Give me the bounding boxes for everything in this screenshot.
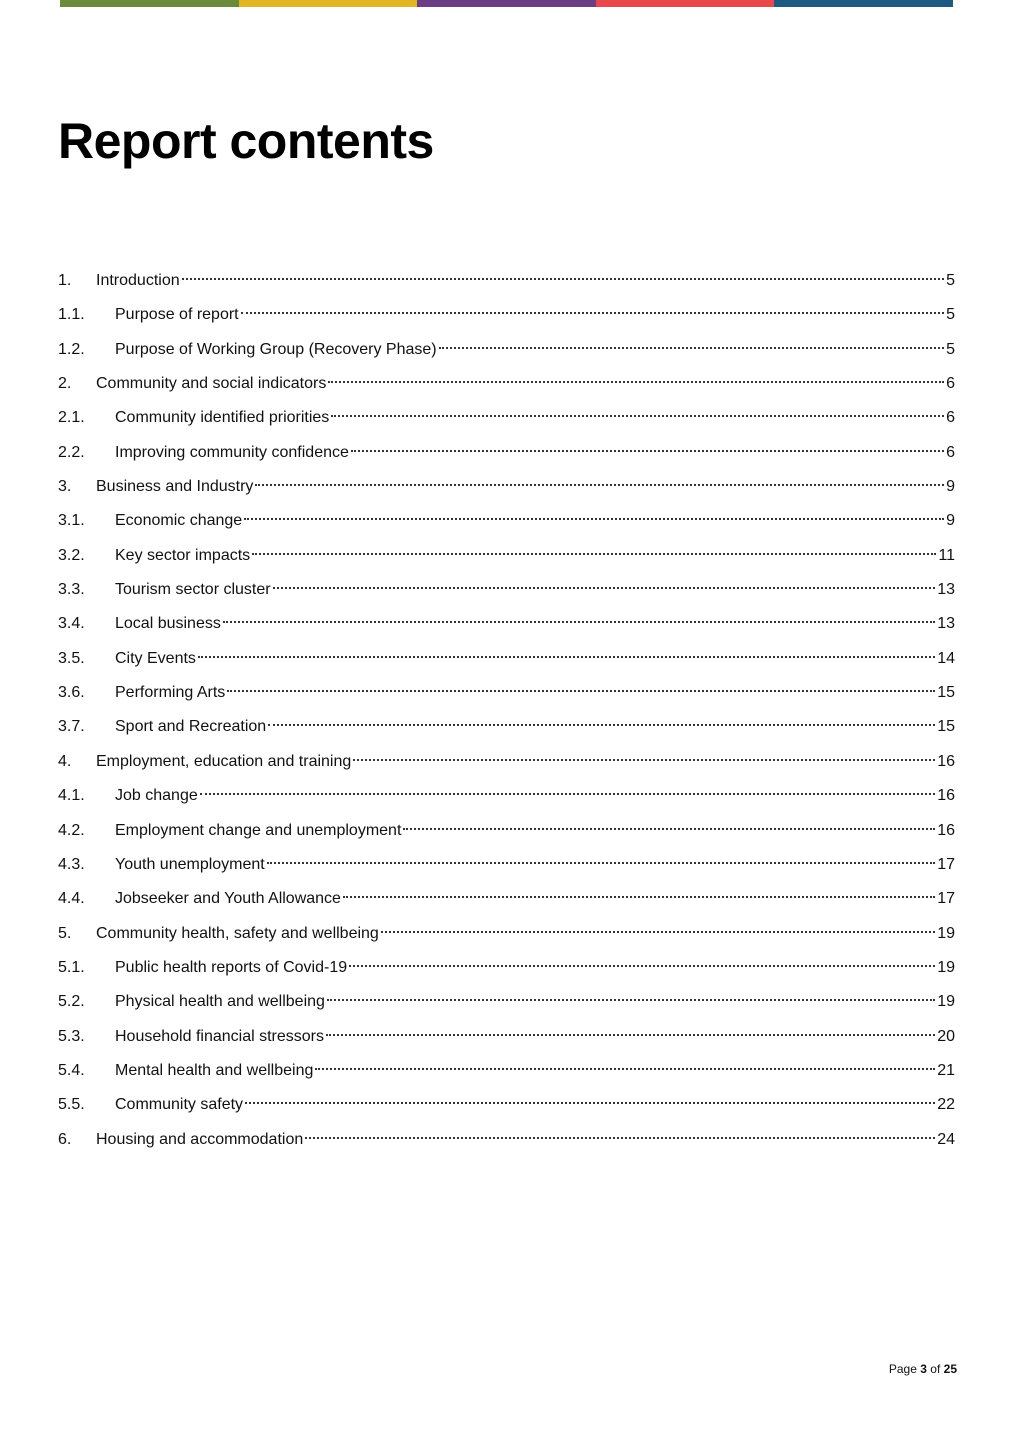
toc-dot-leader: [439, 330, 944, 354]
toc-entry-label: Economic change: [115, 512, 243, 530]
toc-dot-leader: [241, 295, 944, 319]
toc-entry-number: 4.2.: [58, 821, 85, 839]
toc-entry-page: 19: [937, 958, 955, 976]
toc-dot-leader: [267, 845, 935, 869]
toc-entry-number: 2.: [58, 375, 72, 393]
toc-entry-number: 6.: [58, 1130, 72, 1148]
toc-entry-label: Mental health and wellbeing: [115, 1061, 314, 1079]
toc-entry[interactable]: [58, 639, 955, 673]
toc-entry-page: 19: [937, 993, 955, 1011]
toc-dot-leader: [327, 982, 935, 1006]
toc-dot-leader: [331, 398, 944, 422]
toc-entry-number: 3.1.: [58, 512, 85, 530]
toc-dot-leader: [273, 570, 936, 594]
toc-entry-label: Community safety: [115, 1096, 244, 1114]
toc-entry-page: 5: [946, 306, 955, 324]
page-of: of: [930, 1362, 941, 1376]
toc-entry-label: Job change: [115, 787, 198, 805]
toc-entry-page: 21: [937, 1061, 955, 1079]
toc-entry[interactable]: [58, 879, 955, 913]
toc-entry-label: Youth unemployment: [115, 855, 265, 873]
toc-dot-leader: [381, 914, 935, 938]
toc-entry-page: 6: [946, 409, 955, 427]
color-bar-segment: [239, 0, 418, 7]
toc-dot-leader: [245, 1085, 935, 1109]
toc-entry-number: 3.5.: [58, 649, 85, 667]
toc-dot-leader: [198, 639, 935, 663]
toc-entry[interactable]: [58, 570, 955, 604]
page-prefix: Page: [888, 1362, 917, 1376]
toc-entry-number: 1.2.: [58, 340, 85, 358]
toc-entry-label: Key sector impacts: [115, 546, 251, 564]
toc-entry-page: 20: [937, 1027, 955, 1045]
toc-entry-label: Housing and accommodation: [96, 1130, 304, 1148]
toc-entry-number: 1.: [58, 272, 72, 289]
toc-entry-page: 5: [946, 340, 955, 358]
toc-dot-leader: [182, 261, 944, 285]
toc-dot-leader: [305, 1120, 935, 1144]
page-number: [889, 1362, 957, 1376]
toc-entry-page: 19: [937, 924, 955, 942]
toc-entry-number: 4.4.: [58, 890, 85, 908]
toc-entry-page: 22: [937, 1096, 955, 1114]
toc-entry[interactable]: [58, 1051, 955, 1085]
toc-entry[interactable]: [58, 398, 955, 432]
page-total: 25: [943, 1362, 957, 1376]
toc-entry-number: 1.1.: [58, 306, 85, 324]
toc-entry-label: Tourism sector cluster: [115, 581, 271, 599]
toc-entry-label: Local business: [115, 615, 221, 633]
toc-entry-number: 5.4.: [58, 1061, 85, 1079]
toc-entry-number: 5.3.: [58, 1027, 85, 1045]
toc-entry-number: 2.1.: [58, 409, 85, 427]
toc-entry[interactable]: [58, 364, 955, 398]
toc-entry-label: Public health reports of Covid-19: [115, 958, 348, 976]
toc-entry[interactable]: [58, 536, 955, 570]
toc-entry-label: Employment, education and training: [96, 752, 352, 770]
toc-entry-number: 4.: [58, 752, 72, 770]
toc-dot-leader: [244, 501, 944, 525]
toc-dot-leader: [223, 604, 935, 628]
toc-entry-number: 3.: [58, 478, 72, 496]
toc-entry-number: 5.: [58, 924, 72, 942]
toc-entry-number: 3.4.: [58, 615, 85, 633]
toc-entry-number: 3.6.: [58, 684, 85, 702]
toc-entry[interactable]: [58, 948, 955, 982]
table-of-contents: [58, 261, 955, 1154]
toc-entry[interactable]: [58, 914, 955, 948]
toc-entry-page: 17: [937, 855, 955, 873]
toc-entry-page: 6: [946, 443, 955, 461]
toc-entry-number: 3.2.: [58, 546, 85, 564]
toc-entry[interactable]: [58, 707, 955, 741]
toc-dot-leader: [326, 1017, 935, 1041]
toc-entry-page: 9: [946, 512, 955, 530]
page-title: Report contents: [58, 113, 434, 169]
toc-entry-number: 4.1.: [58, 787, 85, 805]
toc-dot-leader: [252, 536, 936, 560]
toc-dot-leader: [403, 811, 935, 835]
toc-dot-leader: [351, 433, 944, 457]
toc-entry-page: 11: [938, 546, 955, 564]
toc-entry-number: 5.1.: [58, 958, 85, 976]
toc-entry[interactable]: [58, 501, 955, 535]
toc-entry[interactable]: [58, 261, 955, 295]
toc-entry-number: 3.7.: [58, 718, 85, 736]
toc-entry-label: Employment change and unemployment: [115, 821, 402, 839]
toc-entry-number: 5.2.: [58, 993, 85, 1011]
toc-entry[interactable]: [58, 776, 955, 810]
toc-entry[interactable]: [58, 604, 955, 638]
toc-entry-page: 16: [937, 821, 955, 839]
toc-entry-label: Community identified priorities: [115, 409, 330, 427]
toc-entry[interactable]: [58, 982, 955, 1016]
color-bar-segment: [596, 0, 775, 7]
toc-entry-page: 15: [937, 684, 955, 702]
toc-entry-page: 6: [946, 375, 955, 393]
toc-entry-page: 13: [937, 615, 955, 633]
toc-entry[interactable]: [58, 742, 955, 776]
toc-entry-label: Purpose of Working Group (Recovery Phase): [115, 340, 437, 358]
toc-entry[interactable]: [58, 295, 955, 329]
toc-entry-label: Jobseeker and Youth Allowance: [115, 890, 341, 908]
color-bar-segment: [774, 0, 953, 7]
toc-dot-leader: [328, 364, 944, 388]
toc-entry[interactable]: [58, 811, 955, 845]
toc-dot-leader: [255, 467, 944, 491]
toc-dot-leader: [227, 673, 935, 697]
toc-entry[interactable]: [58, 433, 955, 467]
toc-entry-label: Physical health and wellbeing: [115, 993, 325, 1011]
toc-entry-number: 4.3.: [58, 855, 85, 873]
toc-entry-label: Purpose of report: [115, 306, 239, 324]
page-current: 3: [920, 1362, 927, 1376]
toc-entry-page: 16: [937, 752, 955, 770]
color-bar-segment: [60, 0, 239, 7]
toc-entry-page: 17: [937, 890, 955, 908]
toc-entry-label: Community and social indicators: [96, 375, 327, 393]
toc-dot-leader: [353, 742, 935, 766]
toc-entry-label: Sport and Recreation: [115, 718, 267, 736]
toc-entry-number: 5.5.: [58, 1096, 85, 1114]
toc-entry-page: 16: [937, 787, 955, 805]
toc-dot-leader: [200, 776, 935, 800]
toc-dot-leader: [343, 879, 935, 903]
toc-entry-label: Community health, safety and wellbeing: [96, 924, 379, 942]
toc-entry[interactable]: [58, 467, 955, 501]
toc-dot-leader: [315, 1051, 935, 1075]
toc-entry-page: 24: [937, 1130, 955, 1148]
toc-entry-number: 3.3.: [58, 581, 85, 599]
toc-entry[interactable]: [58, 1085, 955, 1119]
color-bar-segment: [417, 0, 596, 7]
toc-entry[interactable]: [58, 1017, 955, 1051]
toc-entry-page: 9: [946, 478, 955, 496]
toc-entry[interactable]: [58, 673, 955, 707]
toc-entry[interactable]: [58, 845, 955, 879]
toc-entry-page: 14: [937, 649, 955, 667]
toc-entry-page: 13: [937, 581, 955, 599]
toc-entry[interactable]: [58, 1120, 955, 1154]
toc-dot-leader: [349, 948, 935, 972]
toc-entry-label: Performing Arts: [115, 684, 226, 702]
toc-entry-label: Improving community confidence: [115, 443, 349, 461]
toc-entry[interactable]: [58, 330, 955, 364]
toc-entry-label: Household financial stressors: [115, 1027, 324, 1045]
toc-entry-page: 15: [937, 718, 955, 736]
toc-entry-label: City Events: [115, 649, 196, 667]
toc-dot-leader: [268, 707, 935, 731]
toc-entry-number: 2.2.: [58, 443, 85, 461]
toc-entry-label: Introduction: [96, 272, 180, 289]
toc-entry-page: 5: [946, 272, 955, 289]
header-color-bar: [60, 0, 953, 7]
toc-entry-label: Business and Industry: [96, 478, 254, 496]
